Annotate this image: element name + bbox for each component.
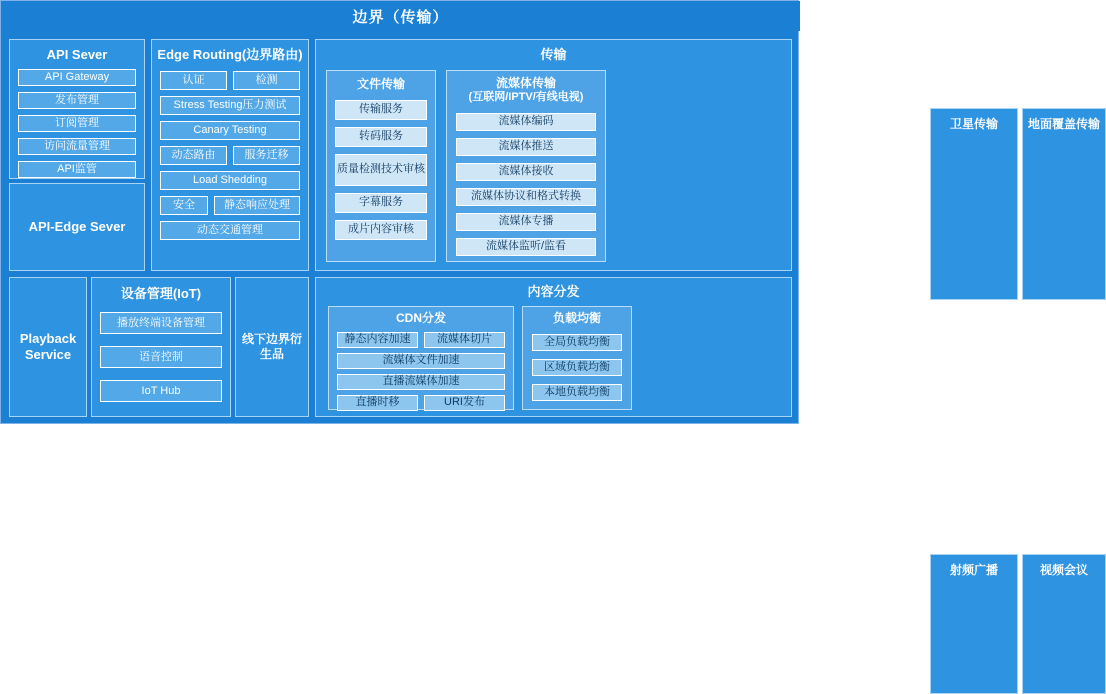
api-server-item-gateway[interactable]: API Gateway (18, 69, 136, 86)
edge-routing-security[interactable]: 安全 (160, 196, 208, 215)
offline-edge-title: 线下边界衍生品 (241, 332, 302, 361)
cdn-static-accel[interactable]: 静态内容加速 (337, 332, 418, 348)
file-transfer-item-quality[interactable]: 质量检测技术审核 (335, 154, 427, 186)
file-transfer-title: 文件传输 (356, 77, 405, 91)
device-item-voice[interactable]: 语音控制 (100, 346, 222, 368)
cdn-uri-publish[interactable]: URI发布 (424, 395, 505, 411)
api-server-panel (9, 39, 145, 179)
edge-routing-canary-testing[interactable]: Canary Testing (160, 121, 300, 140)
edge-routing-detect[interactable]: 检测 (233, 71, 300, 90)
satellite-panel (930, 108, 1018, 300)
transport-panel (315, 39, 1100, 271)
transport-title: 传输 (540, 47, 567, 62)
load-balance-regional[interactable]: 区域负载均衡 (532, 359, 622, 376)
edge-routing-load-shedding[interactable]: Load Shedding (160, 171, 300, 190)
streaming-item-protocol-convert[interactable]: 流媒体协议和格式转换 (456, 188, 596, 206)
distribution-title: 内容分发 (527, 284, 580, 299)
api-server-title: API Sever (46, 47, 108, 62)
edge-routing-service-migration[interactable]: 服务迁移 (233, 146, 300, 165)
streaming-title-line1: 流媒体传输 (495, 76, 556, 90)
cdn-title: CDN分发 (396, 311, 446, 325)
load-balance-subpanel (522, 306, 632, 410)
api-edge-server-panel (9, 183, 145, 271)
file-transfer-item-transfer[interactable]: 传输服务 (335, 100, 427, 120)
edge-routing-dynamic-traffic[interactable]: 动态交通管理 (160, 221, 300, 240)
edge-routing-dynamic-routing[interactable]: 动态路由 (160, 146, 227, 165)
terrestrial-panel (1022, 108, 1106, 300)
cdn-live-accel[interactable]: 直播流媒体加速 (337, 374, 505, 390)
radio-broadcast-title: 射频广播 (949, 563, 998, 577)
cdn-time-shift[interactable]: 直播时移 (337, 395, 418, 411)
cdn-file-accel[interactable]: 流媒体文件加速 (337, 353, 505, 369)
device-management-title: 设备管理(IoT) (120, 286, 202, 301)
api-server-item-publish[interactable]: 发布管理 (18, 92, 136, 109)
edge-routing-title: Edge Routing(边界路由) (157, 47, 303, 62)
terrestrial-title: 地面覆盖传输 (1027, 117, 1100, 131)
file-transfer-item-review[interactable]: 成片内容审核 (335, 220, 427, 240)
video-conference-title: 视频会议 (1039, 563, 1088, 577)
video-conference-panel (1022, 554, 1106, 694)
edge-routing-panel (151, 39, 309, 271)
api-server-item-subscribe[interactable]: 订阅管理 (18, 115, 136, 132)
edge-routing-stress-testing[interactable]: Stress Testing压力测试 (160, 96, 300, 115)
edge-routing-static-response[interactable]: 静态响应处理 (214, 196, 300, 215)
file-transfer-item-transcode[interactable]: 转码服务 (335, 127, 427, 147)
playback-service-panel (9, 277, 87, 417)
satellite-title: 卫星传输 (949, 117, 998, 131)
file-transfer-item-subtitle[interactable]: 字幕服务 (335, 193, 427, 213)
streaming-title-line2: (互联网/IPTV/有线电视) (468, 91, 584, 103)
api-server-item-supervision[interactable]: API监管 (18, 161, 136, 178)
edge-routing-auth[interactable]: 认证 (160, 71, 227, 90)
device-item-iot-hub[interactable]: IoT Hub (100, 380, 222, 402)
streaming-item-push[interactable]: 流媒体推送 (456, 138, 596, 156)
streaming-item-receive[interactable]: 流媒体接收 (456, 163, 596, 181)
playback-service-title: Playback Service (19, 330, 77, 362)
page-title: 边界（传输） (1, 1, 800, 31)
file-transfer-subpanel (326, 70, 436, 262)
load-balance-global[interactable]: 全局负载均衡 (532, 334, 622, 351)
api-server-item-traffic[interactable]: 访问流量管理 (18, 138, 136, 155)
radio-broadcast-panel (930, 554, 1018, 694)
api-edge-server-title: API-Edge Sever (28, 218, 126, 234)
device-item-terminal[interactable]: 播放终端设备管理 (100, 312, 222, 334)
offline-edge-panel (235, 277, 309, 417)
streaming-item-broadcast[interactable]: 流媒体专播 (456, 213, 596, 231)
load-balance-local[interactable]: 本地负载均衡 (532, 384, 622, 401)
cdn-subpanel (328, 306, 514, 410)
streaming-item-monitor[interactable]: 流媒体监听/监看 (456, 238, 596, 256)
distribution-panel (315, 277, 1088, 577)
cdn-stream-slice[interactable]: 流媒体切片 (424, 332, 505, 348)
streaming-item-encode[interactable]: 流媒体编码 (456, 113, 596, 131)
device-management-panel (91, 277, 231, 417)
load-balance-title: 负载均衡 (552, 311, 601, 325)
streaming-subpanel (446, 70, 606, 262)
